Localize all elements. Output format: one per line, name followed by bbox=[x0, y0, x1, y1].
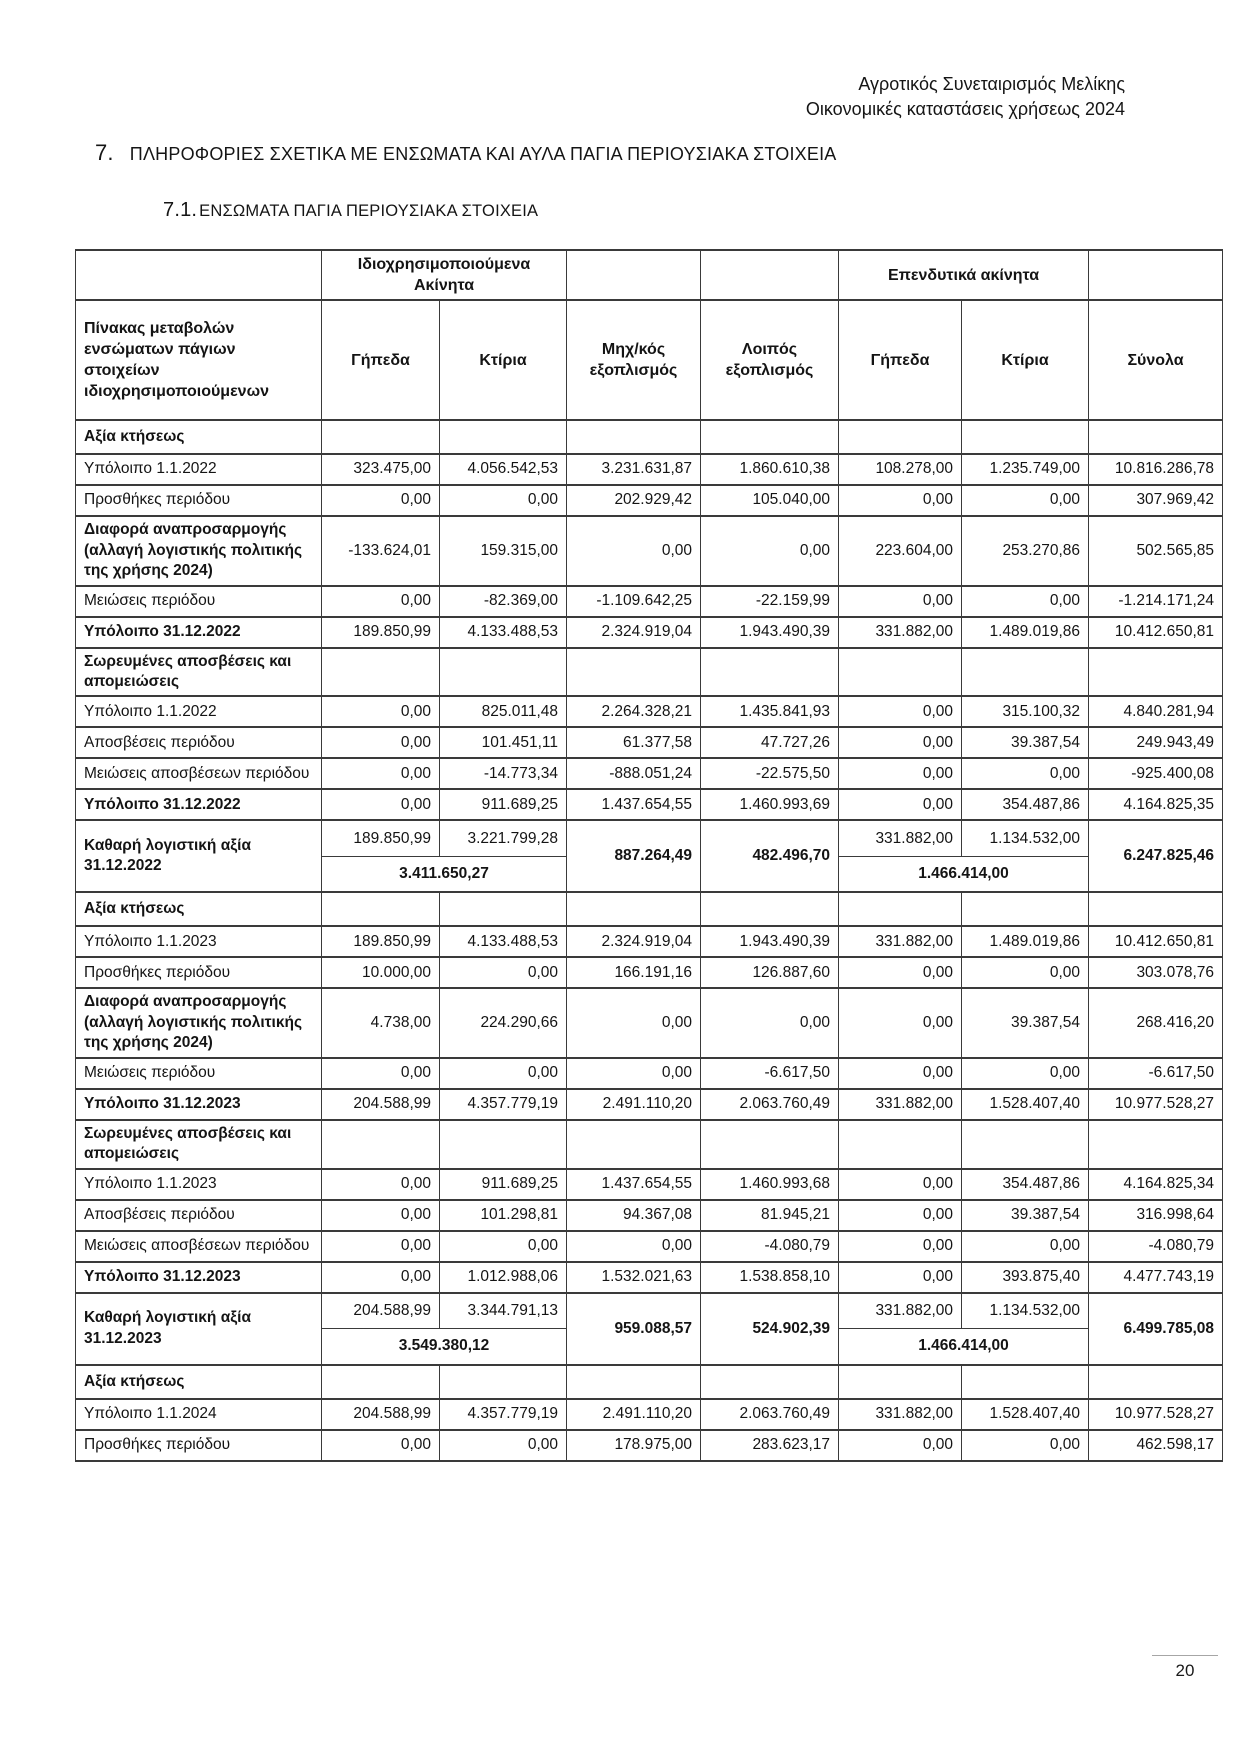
empty-cell bbox=[440, 1365, 567, 1399]
row-label-cell: Προσθήκες περιόδου bbox=[76, 957, 322, 988]
fixed-assets-table bbox=[75, 249, 1223, 1462]
empty-cell bbox=[76, 250, 322, 300]
value-cell: 0,00 bbox=[440, 485, 567, 516]
empty-cell bbox=[567, 1365, 701, 1399]
value-cell: 911.689,25 bbox=[440, 789, 567, 820]
row-label-cell: Υπόλοιπο 1.1.2023 bbox=[76, 1169, 322, 1200]
corner-header: Πίνακας μεταβολών ενσώματων πάγιων στοιχείων ιδιοχρησιμοποιούμενων bbox=[76, 300, 322, 420]
value-cell: 1.489.019,86 bbox=[962, 926, 1089, 957]
table-row bbox=[76, 727, 1223, 758]
value-cell: 0,00 bbox=[322, 758, 440, 789]
table-row bbox=[76, 988, 1223, 1057]
value-cell: 1.489.019,86 bbox=[962, 617, 1089, 648]
table-row bbox=[76, 617, 1223, 648]
value-cell: 825.011,48 bbox=[440, 696, 567, 727]
column-header-buildings-own: Κτίρια bbox=[440, 300, 567, 420]
value-cell: 2.324.919,04 bbox=[567, 617, 701, 648]
column-header-row bbox=[76, 300, 1223, 420]
section-heading bbox=[95, 140, 1241, 166]
section-row bbox=[76, 1365, 1223, 1399]
page-number: 20 bbox=[1175, 1661, 1195, 1680]
value-cell: 159.315,00 bbox=[440, 516, 567, 585]
empty-cell bbox=[1089, 892, 1223, 926]
value-cell: 101.298,81 bbox=[440, 1200, 567, 1231]
value-cell: 4.738,00 bbox=[322, 988, 440, 1057]
column-header-other-equipment: Λοιπός εξοπλισμός bbox=[701, 300, 839, 420]
row-label-cell: Καθαρή λογιστική αξία 31.12.2022 bbox=[76, 820, 322, 892]
value-cell: 2.491.110,20 bbox=[567, 1399, 701, 1430]
empty-cell bbox=[1089, 648, 1223, 697]
value-cell: 202.929,42 bbox=[567, 485, 701, 516]
value-cell: 2.063.760,49 bbox=[701, 1399, 839, 1430]
value-cell: 0,00 bbox=[322, 696, 440, 727]
value-cell: 204.588,99 bbox=[322, 1399, 440, 1430]
row-label-cell: Μειώσεις αποσβέσεων περιόδου bbox=[76, 758, 322, 789]
empty-cell bbox=[701, 250, 839, 300]
empty-cell bbox=[701, 648, 839, 697]
value-cell: 1.134.532,00 bbox=[962, 1293, 1089, 1329]
value-cell: 4.164.825,35 bbox=[1089, 789, 1223, 820]
value-cell: 1.460.993,69 bbox=[701, 789, 839, 820]
empty-cell bbox=[962, 648, 1089, 697]
empty-cell bbox=[440, 648, 567, 697]
value-cell: 1.235.749,00 bbox=[962, 454, 1089, 485]
value-cell: 1.435.841,93 bbox=[701, 696, 839, 727]
value-cell-other-equipment-total: 524.902,39 bbox=[701, 1293, 839, 1365]
value-cell: 1.460.993,68 bbox=[701, 1169, 839, 1200]
empty-cell bbox=[1089, 1120, 1223, 1169]
empty-cell bbox=[701, 420, 839, 454]
value-cell: 0,00 bbox=[440, 1231, 567, 1262]
value-cell: 393.875,40 bbox=[962, 1262, 1089, 1293]
value-cell: -22.159,99 bbox=[701, 586, 839, 617]
value-cell-other-equipment-total: 482.496,70 bbox=[701, 820, 839, 892]
value-cell: 0,00 bbox=[567, 1231, 701, 1262]
value-cell: 2.491.110,20 bbox=[567, 1089, 701, 1120]
value-cell-machinery-total: 887.264,49 bbox=[567, 820, 701, 892]
value-cell: 0,00 bbox=[322, 1231, 440, 1262]
empty-cell bbox=[567, 892, 701, 926]
value-cell: 204.588,99 bbox=[322, 1089, 440, 1120]
value-cell: 283.623,17 bbox=[701, 1430, 839, 1461]
value-cell: 331.882,00 bbox=[839, 1399, 962, 1430]
value-cell: 0,00 bbox=[701, 988, 839, 1057]
value-cell: 4.357.779,19 bbox=[440, 1089, 567, 1120]
value-cell: 10.977.528,27 bbox=[1089, 1089, 1223, 1120]
empty-cell bbox=[322, 892, 440, 926]
value-cell: 462.598,17 bbox=[1089, 1430, 1223, 1461]
value-cell-grand-total: 6.247.825,46 bbox=[1089, 820, 1223, 892]
value-cell: 204.588,99 bbox=[322, 1293, 440, 1329]
value-cell: 39.387,54 bbox=[962, 1200, 1089, 1231]
value-cell: -888.051,24 bbox=[567, 758, 701, 789]
value-cell: 0,00 bbox=[962, 1430, 1089, 1461]
row-label-cell: Αποσβέσεις περιόδου bbox=[76, 1200, 322, 1231]
row-label-cell: Μειώσεις περιόδου bbox=[76, 1058, 322, 1089]
value-cell: 0,00 bbox=[322, 485, 440, 516]
value-cell: 166.191,16 bbox=[567, 957, 701, 988]
table-row bbox=[76, 1399, 1223, 1430]
value-cell: 224.290,66 bbox=[440, 988, 567, 1057]
group-header-investment: Επενδυτικά ακίνητα bbox=[839, 250, 1089, 300]
subsection-number: 7.1. bbox=[163, 199, 198, 221]
empty-cell bbox=[839, 1120, 962, 1169]
net-book-value-row bbox=[76, 820, 1223, 856]
table-row bbox=[76, 454, 1223, 485]
value-cell: 268.416,20 bbox=[1089, 988, 1223, 1057]
row-label-cell: Υπόλοιπο 1.1.2022 bbox=[76, 696, 322, 727]
value-cell: 0,00 bbox=[322, 789, 440, 820]
value-cell: 0,00 bbox=[322, 1169, 440, 1200]
value-cell: 189.850,99 bbox=[322, 926, 440, 957]
row-label-cell: Υπόλοιπο 31.12.2023 bbox=[76, 1262, 322, 1293]
value-cell: 4.056.542,53 bbox=[440, 454, 567, 485]
table-row bbox=[76, 586, 1223, 617]
column-header-land-investment: Γήπεδα bbox=[839, 300, 962, 420]
table-row bbox=[76, 1058, 1223, 1089]
empty-cell bbox=[440, 892, 567, 926]
value-cell: 1.538.858,10 bbox=[701, 1262, 839, 1293]
value-cell: 331.882,00 bbox=[839, 1293, 962, 1329]
value-cell: 0,00 bbox=[839, 988, 962, 1057]
value-cell: 10.412.650,81 bbox=[1089, 617, 1223, 648]
value-cell: 0,00 bbox=[322, 1262, 440, 1293]
value-cell: 0,00 bbox=[440, 1430, 567, 1461]
table-row bbox=[76, 1169, 1223, 1200]
empty-cell bbox=[839, 1365, 962, 1399]
value-cell: 331.882,00 bbox=[839, 926, 962, 957]
value-cell: 1.532.021,63 bbox=[567, 1262, 701, 1293]
group-header-own-use: Ιδιοχρησιμοποιούμενα Ακίνητα bbox=[322, 250, 567, 300]
value-cell: 39.387,54 bbox=[962, 727, 1089, 758]
value-cell: 4.477.743,19 bbox=[1089, 1262, 1223, 1293]
table-row bbox=[76, 1231, 1223, 1262]
value-cell: 0,00 bbox=[839, 957, 962, 988]
empty-cell bbox=[1089, 420, 1223, 454]
value-cell: 303.078,76 bbox=[1089, 957, 1223, 988]
value-cell: 0,00 bbox=[839, 1169, 962, 1200]
table-row bbox=[76, 957, 1223, 988]
value-cell: 1.437.654,55 bbox=[567, 1169, 701, 1200]
row-label-cell: Υπόλοιπο 1.1.2022 bbox=[76, 454, 322, 485]
header-statements-title: Οικονομικές καταστάσεις χρήσεως 2024 bbox=[805, 99, 1125, 119]
value-cell: 1.943.490,39 bbox=[701, 617, 839, 648]
column-header-machinery: Μηχ/κός εξοπλισμός bbox=[567, 300, 701, 420]
row-label-cell: Αποσβέσεις περιόδου bbox=[76, 727, 322, 758]
value-cell: 0,00 bbox=[839, 1200, 962, 1231]
table-row bbox=[76, 1089, 1223, 1120]
empty-cell bbox=[962, 420, 1089, 454]
value-cell: 4.164.825,34 bbox=[1089, 1169, 1223, 1200]
value-cell: 1.437.654,55 bbox=[567, 789, 701, 820]
value-cell: 81.945,21 bbox=[701, 1200, 839, 1231]
value-cell: 189.850,99 bbox=[322, 820, 440, 856]
value-cell: 0,00 bbox=[701, 516, 839, 585]
value-cell: 108.278,00 bbox=[839, 454, 962, 485]
value-cell: 315.100,32 bbox=[962, 696, 1089, 727]
table-body bbox=[76, 420, 1223, 1461]
empty-cell bbox=[322, 1120, 440, 1169]
subsection-heading bbox=[163, 199, 1241, 222]
value-cell: -133.624,01 bbox=[322, 516, 440, 585]
value-cell: 0,00 bbox=[962, 1058, 1089, 1089]
value-cell: 1.012.988,06 bbox=[440, 1262, 567, 1293]
section-row bbox=[76, 420, 1223, 454]
value-cell: 4.133.488,53 bbox=[440, 926, 567, 957]
value-cell: -6.617,50 bbox=[701, 1058, 839, 1089]
value-cell: 1.134.532,00 bbox=[962, 820, 1089, 856]
row-label-cell: Προσθήκες περιόδου bbox=[76, 485, 322, 516]
empty-cell bbox=[701, 1120, 839, 1169]
value-cell: 0,00 bbox=[962, 758, 1089, 789]
row-label-cell: Καθαρή λογιστική αξία 31.12.2023 bbox=[76, 1293, 322, 1365]
table-row bbox=[76, 926, 1223, 957]
value-cell: 249.943,49 bbox=[1089, 727, 1223, 758]
value-cell: 223.604,00 bbox=[839, 516, 962, 585]
section-title: ΠΛΗΡΟΦΟΡΙΕΣ ΣΧΕΤΙΚΑ ΜΕ ΕΝΣΩΜΑΤΑ ΚΑΙ ΑΥΛΑ ΠΑΓΙΑ ΠΕΡΙΟΥΣΙΑΚΑ ΣΤΟΙΧΕΙΑ bbox=[129, 144, 837, 164]
value-cell: 2.324.919,04 bbox=[567, 926, 701, 957]
empty-cell bbox=[962, 892, 1089, 926]
value-cell-own-use-total: 3.411.650,27 bbox=[322, 856, 567, 892]
header-company-name: Αγροτικός Συνεταιρισμός Μελίκης bbox=[858, 74, 1125, 94]
value-cell: 3.221.799,28 bbox=[440, 820, 567, 856]
empty-cell bbox=[839, 892, 962, 926]
value-cell: 105.040,00 bbox=[701, 485, 839, 516]
row-label-cell: Διαφορά αναπροσαρμογής (αλλαγή λογιστικής πολιτικής της χρήσης 2024) bbox=[76, 516, 322, 585]
value-cell: 101.451,11 bbox=[440, 727, 567, 758]
row-label-cell: Υπόλοιπο 1.1.2024 bbox=[76, 1399, 322, 1430]
column-header-totals: Σύνολα bbox=[1089, 300, 1223, 420]
section-row bbox=[76, 1120, 1223, 1169]
value-cell: 1.943.490,39 bbox=[701, 926, 839, 957]
value-cell: 0,00 bbox=[440, 957, 567, 988]
value-cell: 354.487,86 bbox=[962, 1169, 1089, 1200]
empty-cell bbox=[567, 420, 701, 454]
value-cell: 1.528.407,40 bbox=[962, 1089, 1089, 1120]
value-cell: 2.264.328,21 bbox=[567, 696, 701, 727]
value-cell: 0,00 bbox=[839, 485, 962, 516]
value-cell: 0,00 bbox=[322, 586, 440, 617]
value-cell: -4.080,79 bbox=[1089, 1231, 1223, 1262]
value-cell: 502.565,85 bbox=[1089, 516, 1223, 585]
value-cell-grand-total: 6.499.785,08 bbox=[1089, 1293, 1223, 1365]
value-cell: 0,00 bbox=[839, 1231, 962, 1262]
value-cell: 0,00 bbox=[322, 1058, 440, 1089]
value-cell: 253.270,86 bbox=[962, 516, 1089, 585]
value-cell: 0,00 bbox=[322, 1430, 440, 1461]
value-cell: 0,00 bbox=[839, 758, 962, 789]
value-cell: 10.412.650,81 bbox=[1089, 926, 1223, 957]
value-cell-machinery-total: 959.088,57 bbox=[567, 1293, 701, 1365]
empty-cell bbox=[839, 420, 962, 454]
value-cell: 0,00 bbox=[839, 586, 962, 617]
row-label-cell: Υπόλοιπο 31.12.2022 bbox=[76, 617, 322, 648]
empty-cell bbox=[701, 1365, 839, 1399]
value-cell: -1.214.171,24 bbox=[1089, 586, 1223, 617]
row-label-cell: Σωρευμένες αποσβέσεις και απομειώσεις bbox=[76, 648, 322, 697]
value-cell: 0,00 bbox=[440, 1058, 567, 1089]
value-cell: 0,00 bbox=[962, 586, 1089, 617]
value-cell: 323.475,00 bbox=[322, 454, 440, 485]
row-label-cell: Αξία κτήσεως bbox=[76, 420, 322, 454]
value-cell: 39.387,54 bbox=[962, 988, 1089, 1057]
row-label-cell: Μειώσεις περιόδου bbox=[76, 586, 322, 617]
empty-cell bbox=[701, 892, 839, 926]
value-cell: 307.969,42 bbox=[1089, 485, 1223, 516]
value-cell: -6.617,50 bbox=[1089, 1058, 1223, 1089]
value-cell: 0,00 bbox=[567, 516, 701, 585]
empty-cell bbox=[440, 420, 567, 454]
table-row bbox=[76, 789, 1223, 820]
value-cell-investment-total: 1.466.414,00 bbox=[839, 856, 1089, 892]
empty-cell bbox=[440, 1120, 567, 1169]
empty-cell bbox=[322, 420, 440, 454]
table-row bbox=[76, 1200, 1223, 1231]
value-cell: 178.975,00 bbox=[567, 1430, 701, 1461]
value-cell: 94.367,08 bbox=[567, 1200, 701, 1231]
row-label-cell: Προσθήκες περιόδου bbox=[76, 1430, 322, 1461]
empty-cell bbox=[322, 648, 440, 697]
value-cell: 61.377,58 bbox=[567, 727, 701, 758]
empty-cell bbox=[962, 1365, 1089, 1399]
value-cell: 331.882,00 bbox=[839, 1089, 962, 1120]
value-cell: 126.887,60 bbox=[701, 957, 839, 988]
value-cell: 0,00 bbox=[839, 1430, 962, 1461]
value-cell-investment-total: 1.466.414,00 bbox=[839, 1329, 1089, 1365]
value-cell: 0,00 bbox=[962, 485, 1089, 516]
value-cell: 4.357.779,19 bbox=[440, 1399, 567, 1430]
value-cell: 331.882,00 bbox=[839, 617, 962, 648]
row-label-cell: Αξία κτήσεως bbox=[76, 892, 322, 926]
empty-cell bbox=[962, 1120, 1089, 1169]
value-cell: 331.882,00 bbox=[839, 820, 962, 856]
value-cell: 3.344.791,13 bbox=[440, 1293, 567, 1329]
value-cell: -1.109.642,25 bbox=[567, 586, 701, 617]
table-row bbox=[76, 516, 1223, 585]
table-row bbox=[76, 1262, 1223, 1293]
page-footer bbox=[1152, 1655, 1218, 1681]
value-cell: -82.369,00 bbox=[440, 586, 567, 617]
value-cell: 0,00 bbox=[322, 1200, 440, 1231]
section-row bbox=[76, 648, 1223, 697]
value-cell: 10.000,00 bbox=[322, 957, 440, 988]
table-row bbox=[76, 758, 1223, 789]
section-number: 7. bbox=[95, 140, 114, 165]
value-cell: 0,00 bbox=[962, 1231, 1089, 1262]
value-cell: -22.575,50 bbox=[701, 758, 839, 789]
value-cell: 189.850,99 bbox=[322, 617, 440, 648]
value-cell: 0,00 bbox=[839, 789, 962, 820]
value-cell: 0,00 bbox=[567, 988, 701, 1057]
row-label-cell: Αξία κτήσεως bbox=[76, 1365, 322, 1399]
table-row bbox=[76, 485, 1223, 516]
empty-cell bbox=[567, 250, 701, 300]
document-header bbox=[0, 0, 1241, 122]
row-label-cell: Μειώσεις αποσβέσεων περιόδου bbox=[76, 1231, 322, 1262]
value-cell: 316.998,64 bbox=[1089, 1200, 1223, 1231]
value-cell: 911.689,25 bbox=[440, 1169, 567, 1200]
value-cell: 1.860.610,38 bbox=[701, 454, 839, 485]
net-book-value-row bbox=[76, 1293, 1223, 1329]
empty-cell bbox=[839, 648, 962, 697]
value-cell: 0,00 bbox=[962, 957, 1089, 988]
empty-cell bbox=[1089, 250, 1223, 300]
empty-cell bbox=[322, 1365, 440, 1399]
value-cell: 0,00 bbox=[567, 1058, 701, 1089]
table-row bbox=[76, 1430, 1223, 1461]
value-cell: 10.977.528,27 bbox=[1089, 1399, 1223, 1430]
value-cell: 0,00 bbox=[839, 1262, 962, 1293]
row-label-cell: Υπόλοιπο 31.12.2023 bbox=[76, 1089, 322, 1120]
value-cell: 0,00 bbox=[839, 1058, 962, 1089]
row-label-cell: Υπόλοιπο 1.1.2023 bbox=[76, 926, 322, 957]
row-label-cell: Υπόλοιπο 31.12.2022 bbox=[76, 789, 322, 820]
value-cell: 0,00 bbox=[322, 727, 440, 758]
value-cell: 3.231.631,87 bbox=[567, 454, 701, 485]
group-header-row bbox=[76, 250, 1223, 300]
value-cell: 2.063.760,49 bbox=[701, 1089, 839, 1120]
empty-cell bbox=[1089, 1365, 1223, 1399]
column-header-land-own: Γήπεδα bbox=[322, 300, 440, 420]
value-cell: 0,00 bbox=[839, 727, 962, 758]
value-cell-own-use-total: 3.549.380,12 bbox=[322, 1329, 567, 1365]
value-cell: 10.816.286,78 bbox=[1089, 454, 1223, 485]
value-cell: 0,00 bbox=[839, 696, 962, 727]
column-header-buildings-investment: Κτίρια bbox=[962, 300, 1089, 420]
empty-cell bbox=[567, 648, 701, 697]
subsection-title: ΕΝΣΩΜΑΤΑ ΠΑΓΙΑ ΠΕΡΙΟΥΣΙΑΚΑ ΣΤΟΙΧΕΙΑ bbox=[199, 202, 539, 220]
empty-cell bbox=[567, 1120, 701, 1169]
value-cell: 4.840.281,94 bbox=[1089, 696, 1223, 727]
value-cell: 354.487,86 bbox=[962, 789, 1089, 820]
value-cell: -4.080,79 bbox=[701, 1231, 839, 1262]
row-label-cell: Διαφορά αναπροσαρμογής (αλλαγή λογιστικής πολιτικής της χρήσης 2024) bbox=[76, 988, 322, 1057]
value-cell: 4.133.488,53 bbox=[440, 617, 567, 648]
table-row bbox=[76, 696, 1223, 727]
value-cell: -925.400,08 bbox=[1089, 758, 1223, 789]
value-cell: -14.773,34 bbox=[440, 758, 567, 789]
section-row bbox=[76, 892, 1223, 926]
value-cell: 47.727,26 bbox=[701, 727, 839, 758]
row-label-cell: Σωρευμένες αποσβέσεις και απομειώσεις bbox=[76, 1120, 322, 1169]
value-cell: 1.528.407,40 bbox=[962, 1399, 1089, 1430]
